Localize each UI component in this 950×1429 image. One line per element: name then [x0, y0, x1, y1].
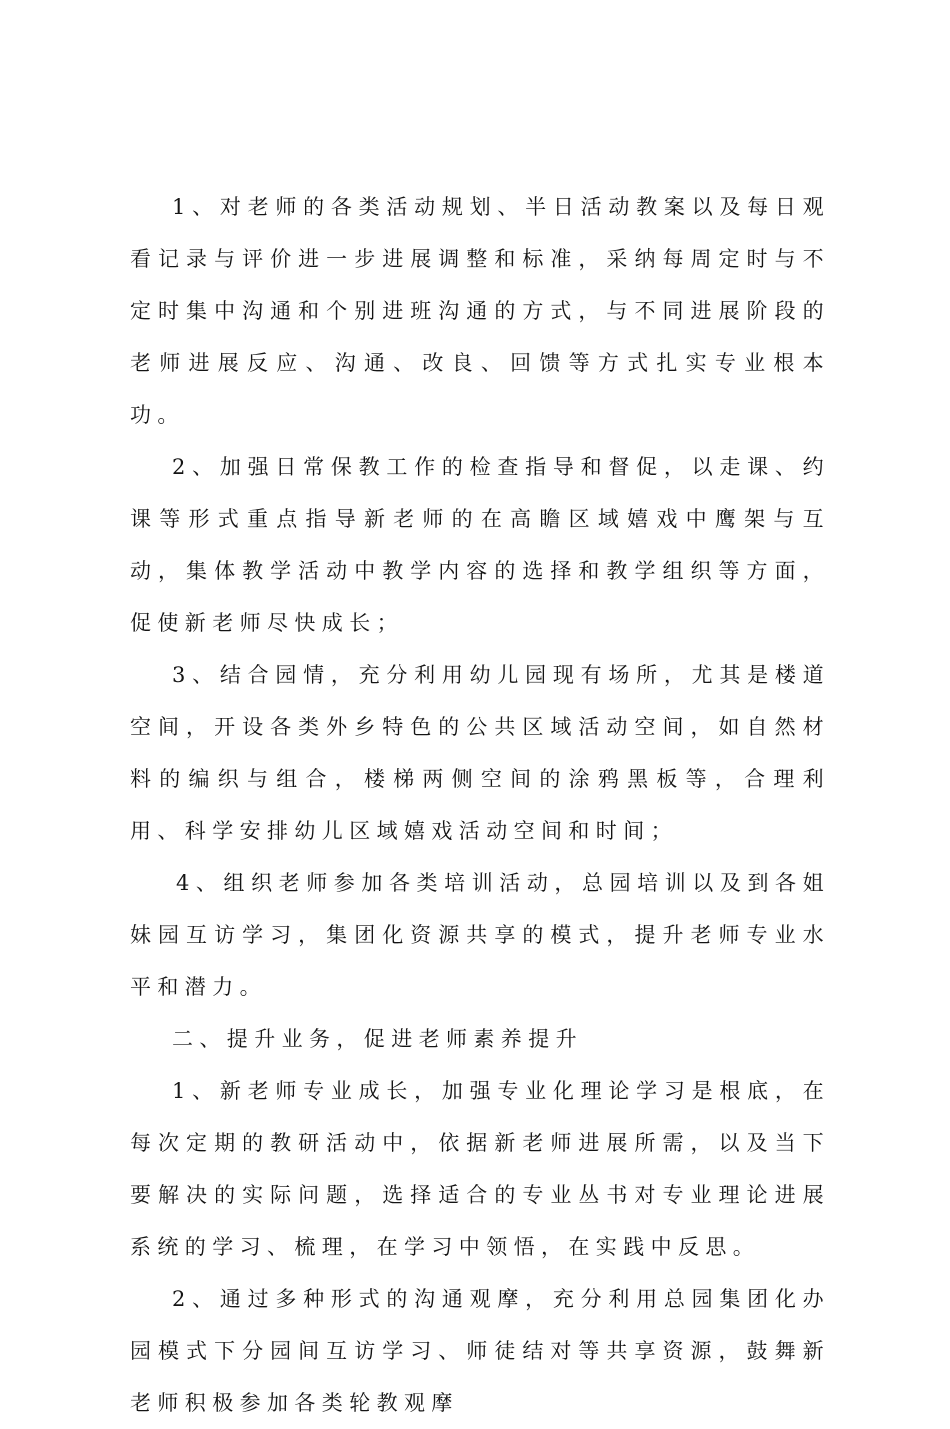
- paragraph-2: 2、加强日常保教工作的检查指导和督促，以走课、约课等形式重点指导新老师的在高瞻区域嬉戏中鹰架与互动，集体教学活动中教学内容的选择和教学组织等方面，促使新老师尽快成长；: [130, 455, 830, 635]
- document-body: [130, 181, 830, 1429]
- paragraph-3: 3、结合园情，充分利用幼儿园现有场所，尤其是楼道空间，开设各类外乡特色的公共区域活动空间，如自然材料的编织与组合，楼梯两侧空间的涂鸦黑板等，合理利用、科学安排幼儿区域嬉戏活动空间和时间；: [130, 663, 830, 843]
- section-heading: 二、提升业务，促进老师素养提升: [172, 1027, 583, 1051]
- paragraph-6: 2、通过多种形式的沟通观摩，充分利用总园集团化办园模式下分园间互访学习、师徒结对等共享资源，鼓舞新老师积极参加各类轮教观摩: [130, 1287, 830, 1415]
- paragraph-4: 4、组织老师参加各类培训活动，总园培训以及到各姐妹园互访学习，集团化资源共享的模式，提升老师专业水平和潜力。: [130, 871, 830, 999]
- paragraph-5: 1、新老师专业成长，加强专业化理论学习是根底，在每次定期的教研活动中，依据新老师进展所需，以及当下要解决的实际问题，选择适合的专业丛书对专业理论进展系统的学习、梳理，在学习中领悟，在实践中反思。: [130, 1079, 830, 1259]
- paragraph-1: 1、对老师的各类活动规划、半日活动教案以及每日观看记录与评价进一步进展调整和标准，采纳每周定时与不定时集中沟通和个别进班沟通的方式，与不同进展阶段的老师进展反应、沟通、改良、回馈等方式扎实专业根本功。: [130, 195, 830, 427]
